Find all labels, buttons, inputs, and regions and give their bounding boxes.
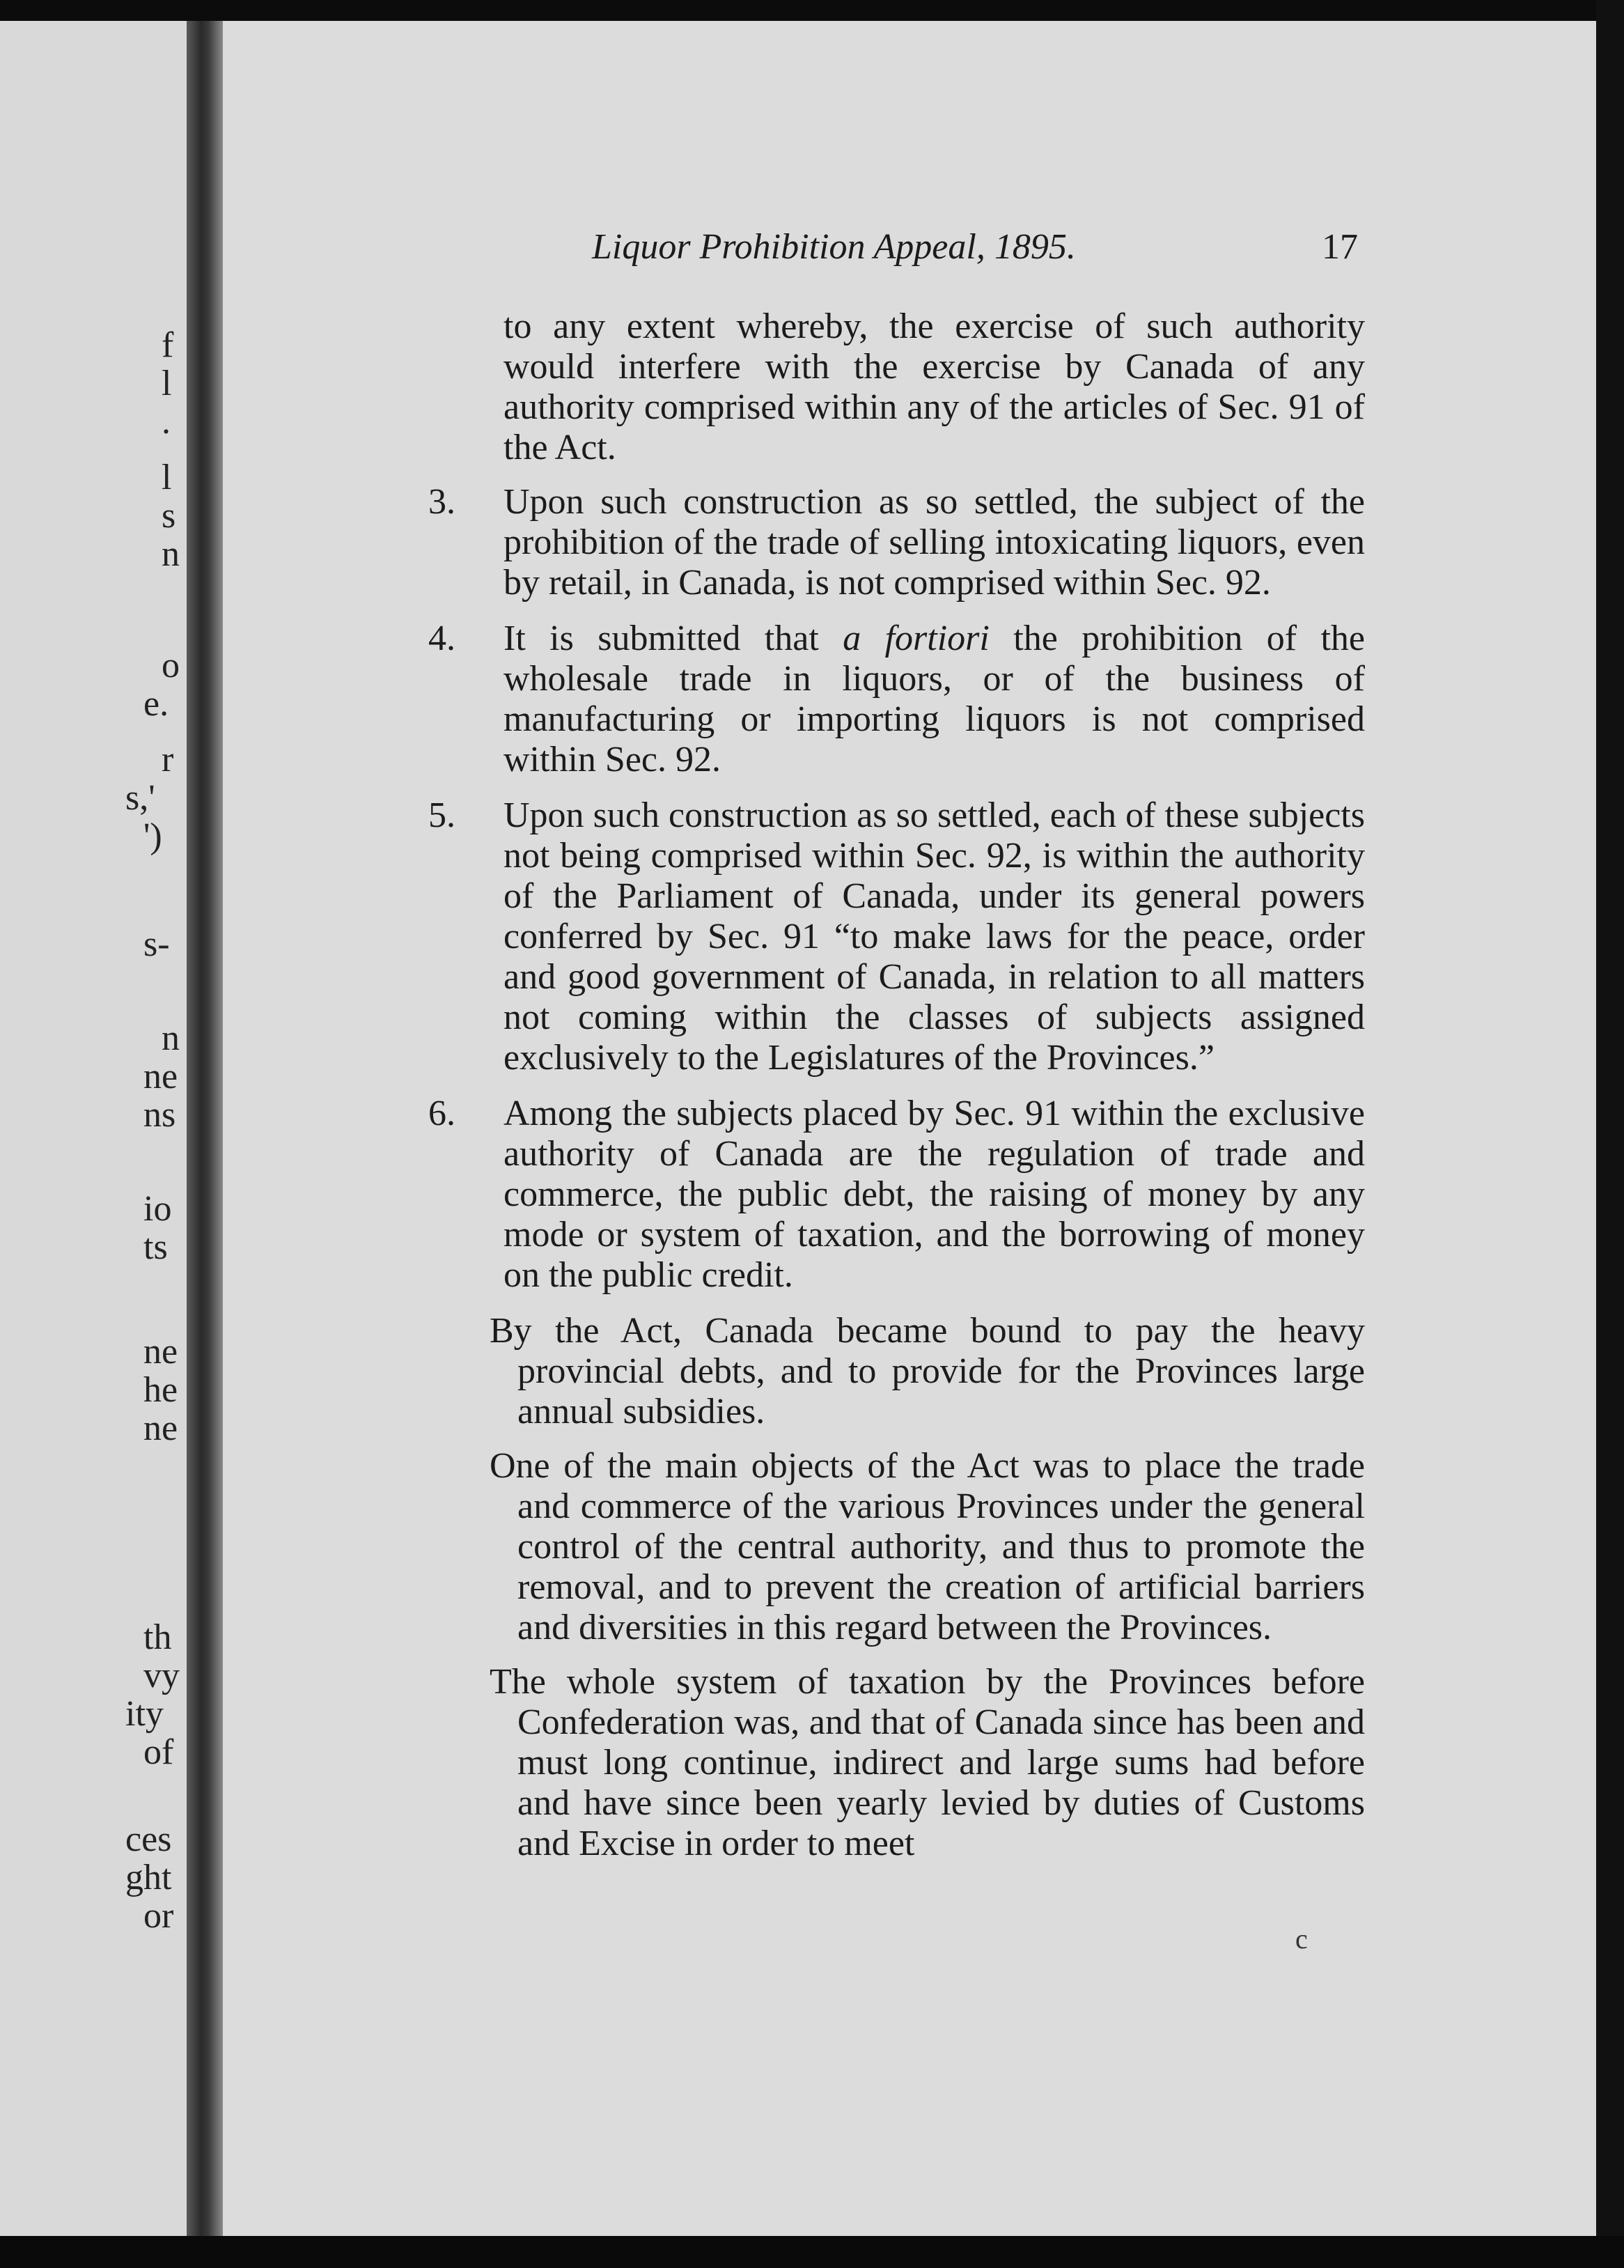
- item-text-post: the prohibition of the wholesale trade in liquors, or of the business of manufacturing or importing liquors is not comprised within Sec. 92.: [503, 619, 1366, 779]
- numbered-item-4: [428, 619, 1365, 780]
- left-margin-fragment: ne: [143, 1408, 178, 1448]
- left-margin-fragment: ne: [143, 1332, 178, 1372]
- left-margin-fragment: e.: [143, 684, 169, 724]
- left-margin-fragment: io: [143, 1189, 172, 1229]
- page-number: 17: [1322, 227, 1358, 267]
- left-margin-fragment: ces: [125, 1819, 172, 1859]
- left-margin-fragment: f: [162, 325, 174, 365]
- numbered-item-3: [428, 482, 1365, 603]
- paragraph-debts: By the Act, Canada became bound to pay the heavy provincial debts, and to provide for the Provinces large annual subsidies.: [490, 1311, 1365, 1431]
- left-margin-fragment: ns: [143, 1095, 176, 1135]
- left-margin-fragment: or: [143, 1896, 174, 1936]
- item-number: 6.: [428, 1094, 455, 1133]
- item-text: Upon such construction as so settled, each of these subjects not being comprised within Sec. 92, is within the authority of the Parliament of Canada, under its general powers conferred by Sec. 91 “to make laws for the peace, order and good government of Canada, in relation to all matters not coming within the classes of subjects assigned exclusively to the Legislatures of the Provinces.”: [503, 795, 1365, 1078]
- left-margin-fragment: s,': [125, 778, 155, 818]
- left-margin-fragment: o: [162, 646, 180, 685]
- numbered-item-5: [428, 795, 1365, 1078]
- left-margin-fragment: ght: [125, 1858, 172, 1897]
- right-edge-shadow: [1596, 0, 1624, 2268]
- left-margin-fragment: ts: [143, 1227, 168, 1267]
- paragraph-taxation: The whole system of taxation by the Provinces before Confederation was, and that of Canada since has been and must long continue, indirect and large sums had before and have since been yearly levied by duties of Customs and Excise in order to meet: [490, 1662, 1365, 1863]
- left-page-edge: [0, 21, 187, 2236]
- page-body: [428, 306, 1365, 1878]
- left-margin-fragment: s-: [143, 924, 170, 964]
- numbered-item-6: [428, 1094, 1365, 1296]
- left-margin-fragment: ity: [125, 1694, 164, 1734]
- left-margin-fragment: r: [162, 740, 174, 779]
- item-text-italic: a fortiori: [843, 619, 990, 658]
- left-margin-fragment: he: [143, 1370, 178, 1410]
- running-title: Liquor Prohibition Appeal, 1895.: [592, 227, 1076, 267]
- left-margin-fragment: s: [162, 496, 176, 536]
- left-margin-fragment: of: [143, 1732, 174, 1772]
- running-header: [592, 226, 1358, 275]
- continuation-paragraph: to any extent whereby, the exercise of such authority would interfere with the exercise by Canada of any authority comprised within any of the articles of Sec. 91 of the Act.: [503, 306, 1365, 467]
- left-margin-fragment: th: [143, 1617, 172, 1657]
- left-margin-fragment: n: [162, 534, 180, 574]
- left-margin-fragment: .: [162, 402, 171, 442]
- left-margin-fragment: ne: [143, 1057, 178, 1096]
- left-margin-fragment: '): [143, 816, 162, 856]
- left-margin-fragment: n: [162, 1018, 180, 1058]
- item-text: Upon such construction as so settled, the subject of the prohibition of the trade of selling intoxicating liquors, even by retail, in Canada, is not comprised within Sec. 92.: [503, 482, 1365, 603]
- item-text: Among the subjects placed by Sec. 91 within the exclusive authority of Canada are the regulation of trade and commerce, the public debt, the raising of money by any mode or system of taxation, and the borrowing of money on the public credit.: [503, 1094, 1365, 1295]
- item-text-pre: It is submitted that: [503, 619, 843, 658]
- item-number: 3.: [428, 482, 455, 522]
- signature-mark: c: [1295, 1923, 1308, 1955]
- left-margin-fragment: l: [162, 458, 172, 497]
- item-number: 4.: [428, 619, 455, 658]
- book-gutter: [187, 21, 223, 2236]
- left-margin-fragment: vy: [143, 1656, 180, 1695]
- bottom-edge-shadow: [0, 2236, 1624, 2268]
- left-margin-fragment: l: [162, 364, 172, 403]
- item-number: 5.: [428, 795, 455, 835]
- paragraph-trade: One of the main objects of the Act was to place the trade and commerce of the various Provinces under the general control of the central authority, and thus to promote the removal, and to prevent the creation of artificial barriers and diversities in this regard between the Provinces.: [490, 1446, 1365, 1647]
